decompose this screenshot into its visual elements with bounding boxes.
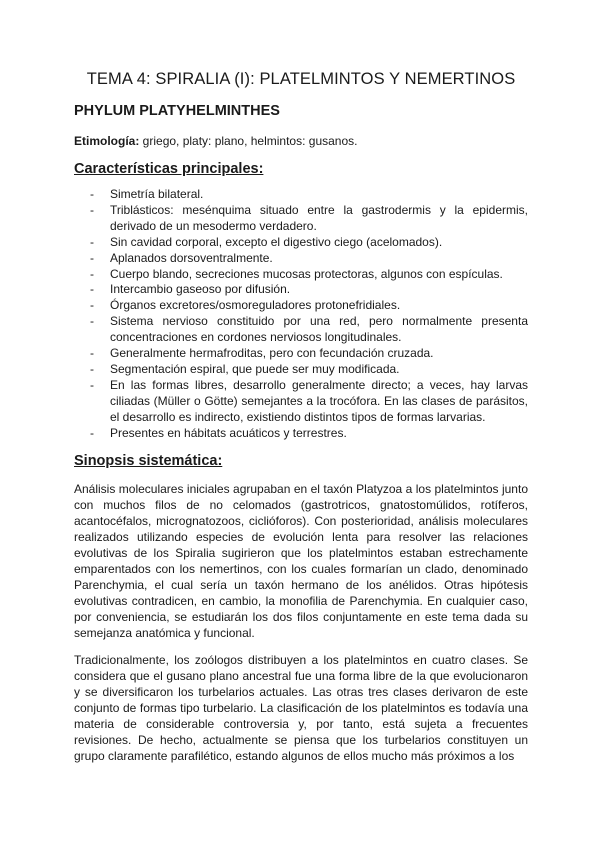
list-item [74,203,528,235]
synopsis-heading: Sinopsis sistemática: [74,452,223,469]
list-item [74,267,528,283]
list-item [74,251,528,267]
characteristics-list [74,187,528,442]
list-item [74,298,528,314]
etymology-text: griego, platy: plano, helmintos: gusanos. [139,134,358,148]
etymology-line [74,133,528,149]
list-item-text: Cuerpo blando, secreciones mucosas protectoras, algunos con espículas. [110,266,503,281]
bullet-dash: - [90,361,94,376]
bullet-dash: - [90,282,94,297]
list-item-text: Presentes en hábitats acuáticos y terrestres. [110,425,347,440]
synopsis-paragraph: Tradicionalmente, los zoólogos distribuyen a los platelmintos en cuatro clases. Se considera que el gusano plano ancestral fue una forma libre de la que evolucionaron y se diversificaron los turbelarios actuales. Las otras tres clases derivaron de este conjunto de formas tipo turbelario. La clasificación de los platelmintos es todavía una materia de considerable controversia y, por tanto, está sujeta a frecuentes revisiones. De hecho, actualmente se piensa que los turbelarios constituyen un grupo claramente parafilético, estando algunos de ellos mucho más próximos a los [74,652,528,763]
list-item-text: Órganos excretores/osmoreguladores protonefridiales. [110,298,401,313]
list-item [74,282,528,298]
list-item-text: Sin cavidad corporal, excepto el digestivo ciego (acelomados). [110,234,443,249]
list-item-text: Aplanados dorsoventralmente. [110,250,273,265]
bullet-dash: - [90,377,94,392]
bullet-dash: - [90,234,94,249]
document-title: TEMA 4: SPIRALIA (I): PLATELMINTOS Y NEMERTINOS [86,70,516,88]
list-item-text: Generalmente hermafroditas, pero con fecundación cruzada. [110,346,434,361]
bullet-dash: - [90,266,94,281]
list-item-text: Segmentación espiral, que puede ser muy modificada. [110,361,400,376]
bullet-dash: - [90,250,94,265]
document-page [74,68,528,764]
characteristics-heading: Características principales: [74,161,264,177]
etymology-label: Etimología: [74,134,140,148]
bullet-dash: - [90,202,94,217]
bullet-dash: - [90,425,94,440]
list-item-text: Sistema nervioso constituido por una red, pero normalmente presenta concentraciones en cordones nerviosos longitudinales. [110,314,528,345]
list-item-text: Simetría bilateral. [110,187,204,201]
phylum-heading: PHYLUM PLATYHELMINTHES [74,103,280,119]
list-item [74,314,528,346]
list-item [74,346,528,362]
list-item-text: En las formas libres, desarrollo generalmente directo; a veces, hay larvas ciliadas (Müller o Götte) semejantes a la trocófora. En las clases de parásitos, el desarrollo es indirecto, existiendo distintos tipos de formas larvarias. [110,377,528,424]
bullet-dash: - [90,314,94,329]
list-item [74,426,528,442]
list-item [74,187,528,203]
list-item-text: Triblásticos: mesénquima situado entre la gastrodermis y la epidermis, derivado de un mesodermo verdadero. [110,202,528,233]
list-item-text: Intercambio gaseoso por difusión. [110,282,291,297]
bullet-dash: - [90,346,94,361]
bullet-dash: - [90,187,94,201]
list-item [74,378,528,426]
synopsis-paragraph: Análisis moleculares iniciales agrupaban en el taxón Platyzoa a los platelmintos junto con muchos filos de no celomados (gastrotricos, gnatostomúlidos, rotíferos, acantocéfalos, micrognatozoos, ciclióforos). Con posterioridad, análisis moleculares realizados utilizando especies de evolución lenta para resolver las relaciones evolutivas de los Spiralia sugirieron que los platelmintos estaban estrechamente emparentados con los nemertinos, con los cuales formarían un clado, denominado Parenchymia, el cual sería un taxón hermano de los anélidos. Otras hipótesis evolutivas contradicen, en cambio, la monofilia de Parenchymia. En cualquier caso, por conveniencia, se estudiarán los dos filos conjuntamente en este tema dada su semejanza anatómica y funcional. [74,481,528,640]
bullet-dash: - [90,298,94,313]
list-item [74,362,528,378]
list-item [74,235,528,251]
